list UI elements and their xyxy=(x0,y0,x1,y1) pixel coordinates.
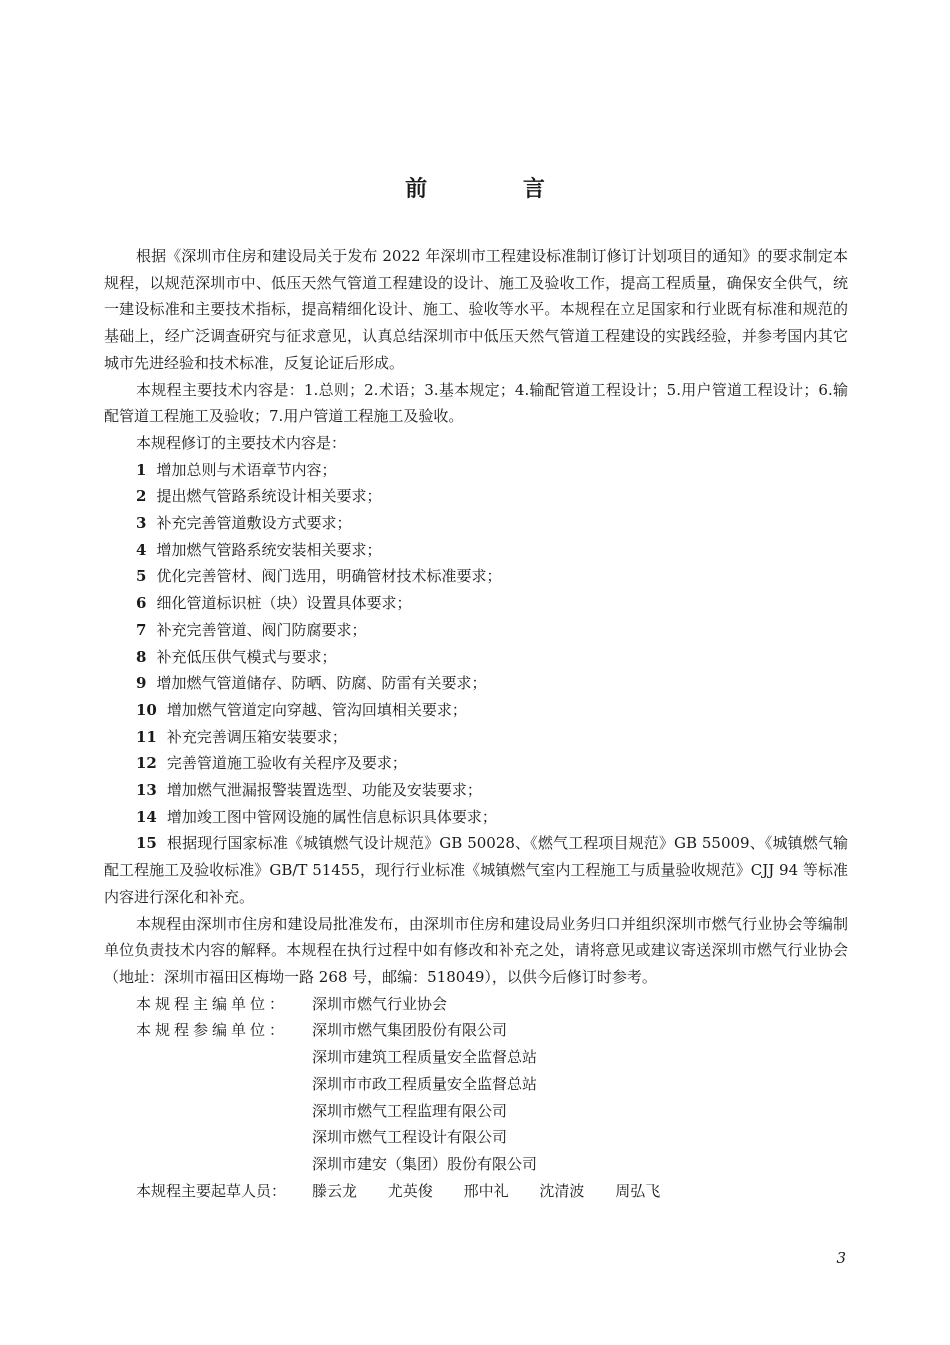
participating-unit: 深圳市燃气工程监理有限公司 xyxy=(312,1101,508,1120)
list-item xyxy=(104,510,848,537)
participating-unit: 深圳市燃气集团股份有限公司 xyxy=(312,1021,508,1040)
list-item-text: 优化完善管材、阀门选用，明确管材技术标准要求； xyxy=(156,567,502,586)
list-item-text: 完善管道施工验收有关程序及要求； xyxy=(166,754,407,773)
foreword-body xyxy=(104,243,848,1204)
participating-unit: 深圳市市政工程质量安全监督总站 xyxy=(312,1074,538,1093)
chief-unit-label: 本规程主编单位： xyxy=(136,994,289,1013)
interpretation-paragraph: 本规程由深圳市住房和建设局批准发布，由深圳市住房和建设局业务归口并组织深圳市燃气行业协会等编制单位负责技术内容的解释。本规程在执行过程中如有修改和补充之处，请将意见或建议寄送深圳市燃气行业协会（地址：深圳市福田区梅坳一路 268 号，邮编：518049），以供今后修订时参考。 xyxy=(104,914,848,986)
participating-unit: 深圳市燃气工程设计有限公司 xyxy=(312,1128,508,1147)
list-item-number: 5 xyxy=(136,567,147,586)
list-item-number: 3 xyxy=(136,514,147,533)
list-item-text: 提出燃气管路系统设计相关要求； xyxy=(156,487,382,506)
list-item xyxy=(104,644,848,671)
list-item xyxy=(104,777,848,804)
revision-list xyxy=(104,457,848,911)
list-item xyxy=(104,563,848,590)
list-item-number: 4 xyxy=(136,540,147,559)
list-item-number: 8 xyxy=(136,647,147,666)
list-item xyxy=(104,457,848,484)
list-item xyxy=(104,617,848,644)
technical-content-paragraph: 本规程主要技术内容是：1.总则；2.术语；3.基本规定；4.输配管道工程设计；5.用户管道工程设计；6.输配管道工程施工及验收；7.用户管道工程施工及验收。 xyxy=(104,380,848,426)
drafters-label: 本规程主要起草人员： xyxy=(136,1181,287,1200)
list-item xyxy=(104,697,848,724)
list-item xyxy=(104,483,848,510)
list-item-text: 增加燃气管路系统安装相关要求； xyxy=(156,540,382,559)
drafter-name: 滕云龙 xyxy=(312,1181,358,1200)
list-item-number: 11 xyxy=(136,727,157,746)
participating-unit: 深圳市建筑工程质量安全监督总站 xyxy=(312,1048,538,1067)
list-item-number: 15 xyxy=(136,834,157,853)
list-item xyxy=(104,830,848,910)
list-item-text: 根据现行国家标准《城镇燃气设计规范》GB 50028、《燃气工程项目规范》GB 55009、《城镇燃气输配工程施工及验收标准》GB/T 51455，现行行业标准《城镇燃气室内工程施工与质量验收规范》CJJ 94 等标准内容进行深化和补充。 xyxy=(104,834,848,906)
drafter-name: 尤英俊 xyxy=(387,1181,433,1200)
list-item-number: 7 xyxy=(136,620,147,639)
participating-units-list xyxy=(312,1017,848,1177)
list-item-text: 增加总则与术语章节内容； xyxy=(156,460,337,479)
participating-unit: 深圳市建安（集团）股份有限公司 xyxy=(312,1154,538,1173)
list-item-number: 10 xyxy=(136,700,157,719)
intro-paragraph: 根据《深圳市住房和建设局关于发布 2022 年深圳市工程建设标准制订修订计划项目的通知》的要求制定本规程，以规范深圳市中、低压天然气管道工程建设的设计、施工及验收工作，提高工程质量，确保安全供气，统一建设标准和主要技术指标，提高精细化设计、施工、验收等水平。本规程在立足国家和行业既有标准和规范的基础上，经广泛调查研究与征求意见，认真总结深圳市中低压天然气管道工程建设的实践经验，并参考国内其它城市先进经验和技术标准，反复论证后形成。 xyxy=(104,247,848,372)
list-item-number: 13 xyxy=(136,781,157,800)
list-item-text: 补充完善管道敷设方式要求； xyxy=(156,514,352,533)
list-item-text: 补充完善管道、阀门防腐要求； xyxy=(156,620,367,639)
revision-intro-paragraph: 本规程修订的主要技术内容是： xyxy=(136,433,347,452)
drafter-name: 沈清波 xyxy=(539,1181,585,1200)
list-item xyxy=(104,590,848,617)
list-item xyxy=(104,804,848,831)
list-item-text: 细化管道标识桩（块）设置具体要求； xyxy=(156,594,412,613)
list-item-number: 1 xyxy=(136,460,147,479)
list-item-text: 补充低压供气模式与要求； xyxy=(156,647,337,666)
list-item xyxy=(104,670,848,697)
page-title: 前 言 xyxy=(405,177,589,202)
list-item-text: 补充完善调压箱安装要求； xyxy=(166,727,347,746)
list-item xyxy=(104,724,848,751)
participating-units-row xyxy=(104,1017,848,1177)
chief-unit-row xyxy=(104,991,848,1018)
drafter-name: 周弘飞 xyxy=(615,1181,661,1200)
list-item-number: 2 xyxy=(136,487,147,506)
participating-units-label: 本规程参编单位： xyxy=(136,1021,289,1040)
list-item-text: 增加竣工图中管网设施的属性信息标识具体要求； xyxy=(166,807,497,826)
list-item xyxy=(104,537,848,564)
list-item-text: 增加燃气泄漏报警装置选型、功能及安装要求； xyxy=(166,781,482,800)
list-item-number: 14 xyxy=(136,807,157,826)
chief-unit-value: 深圳市燃气行业协会 xyxy=(312,994,448,1013)
page-number: 3 xyxy=(836,1249,846,1267)
drafters-list xyxy=(312,1178,848,1205)
drafters-row xyxy=(104,1178,848,1205)
list-item xyxy=(104,750,848,777)
list-item-number: 12 xyxy=(136,754,157,773)
list-item-text: 增加燃气管道定向穿越、管沟回填相关要求； xyxy=(166,700,467,719)
list-item-number: 6 xyxy=(136,594,147,613)
drafter-name: 邢中礼 xyxy=(463,1181,509,1200)
list-item-text: 增加燃气管道储存、防晒、防腐、防雷有关要求； xyxy=(156,674,487,693)
list-item-number: 9 xyxy=(136,674,147,693)
